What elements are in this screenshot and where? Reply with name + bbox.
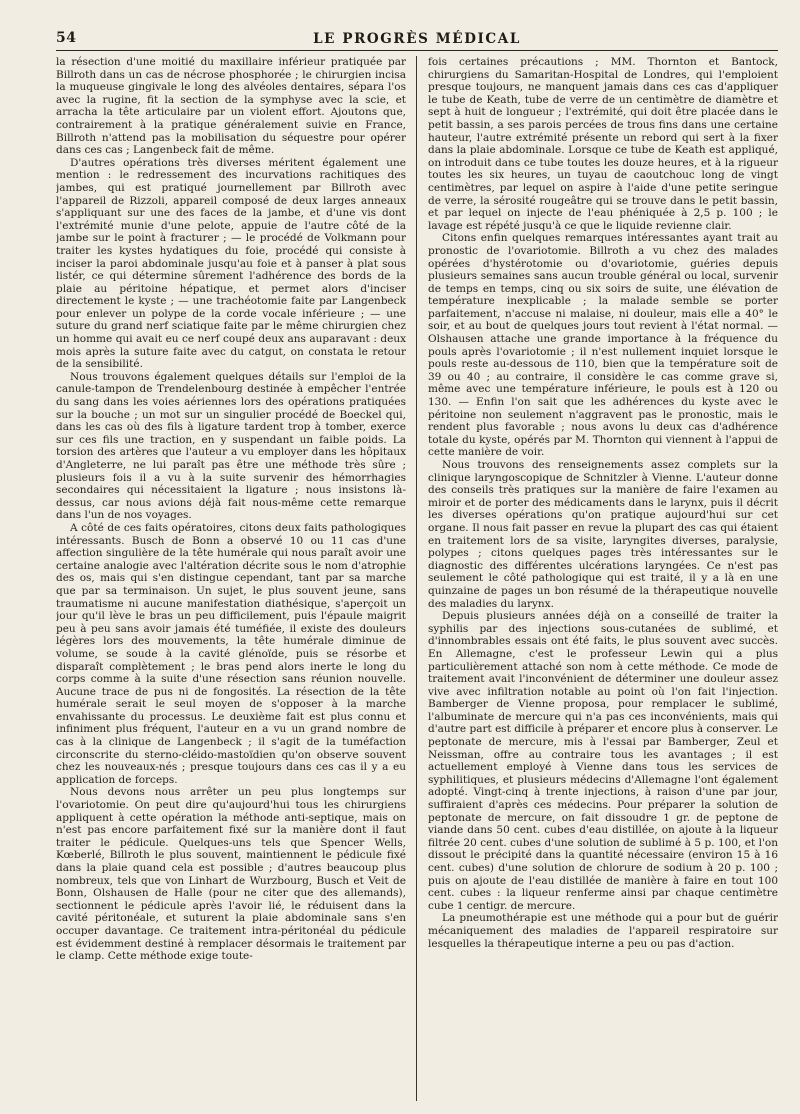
left-column xyxy=(56,56,406,1101)
journal-title: LE PROGRÈS MÉDICAL xyxy=(313,31,521,47)
paragraph: Nous trouvons des renseignements assez complets sur la clinique laryngoscopique de Schnitzler à Vienne. L'auteur donne des conseils très pratiques sur la manière de faire l'examen au miroir et de porter des médicaments dans le larynx, puis il décrit les diverses opérations qu'on pratique aujourd'hui sur cet organe. Il nous fait passer en revue la plupart des cas qui étaient en traitement lors de sa visite, laryngites diverses, paralysie, polypes ; citons quelques pages très intéressantes sur le diagnostic des différentes ulcérations laryngées. Ce n'est pas seulement le côté pathologique qui est traité, il y a là en une quinzaine de pages un bon résumé de la thérapeutique nouvelle des maladies du larynx. xyxy=(428,459,778,610)
paragraph: Depuis plusieurs années déjà on a conseillé de traiter la syphilis par des injections sous-cutanées de sublimé, et d'innombrables essais ont été faits, le plus souvent avec succès. En Allemagne, c'est le professeur Lewin qui a plus particulièrement attaché son nom à cette méthode. Ce mode de traitement avait l'inconvénient de déterminer une douleur assez vive avec infiltration notable au point où l'on fait l'injection. Bamberger de Vienne proposa, pour remplacer le sublimé, l'albuminate de mercure qui n'a pas ces inconvénients, mais qui d'autre part est difficile à préparer et encore plus à conserver. Le peptonate de mercure, mis à l'essai par Bamberger, Zeul et Neissman, offre au contraire tous les avantages ; il est actuellement employé à Vienne dans tous les services de syphilitiques, et plusieurs médecins d'Allemagne l'ont également adopté. Vingt-cinq à trente injections, à raison d'une par jour, suffiraient d'après ces médecins. Pour préparer la solution de peptonate de mercure, on fait dissoudre 1 gr. de peptone de viande dans 50 cent. cubes d'eau distillée, on ajoute à la liqueur filtrée 20 cent. cubes d'une solution de sublimé à 5 p. 100, et l'on dissout le précipité dans la quantité nécessaire (environ 15 à 16 cent. cubes) d'une solution de chlorure de sodium à 20 p. 100 ; puis on ajoute de l'eau distillée de manière à faire en tout 100 cent. cubes : la liqueur renferme ainsi par chaque centimètre cube 1 centigr. de mercure. xyxy=(428,610,778,912)
paragraph: Citons enfin quelques remarques intéressantes ayant trait au pronostic de l'ovariotomie. Billroth a vu chez des malades opérées d'hystérotomie ou d'ovariotomie, guéries depuis plusieurs semaines sans aucun trouble général ou local, survenir de temps en temps, cinq ou six soirs de suite, une élévation de température inexplicable ; la malade semble se porter parfaitement, n'accuse ni malaise, ni douleur, mais elle a 40° le soir, et au bout de quelques jours tout revient à l'état normal. — Olshausen attache une grande importance à la fréquence du pouls après l'ovariotomie ; il n'est nullement inquiet lorsque le pouls reste au-dessous de 110, bien que la température soit de 39 ou 40 ; au contraire, il considère le cas comme grave si, même avec une température inférieure, le pouls est à 120 ou 130. — Enfin l'on sait que les adhérences du kyste avec le péritoine non seulement n'aggravent pas le pronostic, mais le rendent plus favorable ; nous avons lu deux cas d'adhérence totale du kyste, opérés par M. Thornton qui viennent à l'appui de cette manière de voir. xyxy=(428,232,778,459)
paragraph: fois certaines précautions ; MM. Thornton et Bantock, chirurgiens du Samaritan-Hospital de Londres, qui l'emploient presque toujours, ne manquent jamais dans ces cas d'appliquer le tube de Keath, tube de verre de un centimètre de diamètre et sept à huit de longueur ; l'extrémité, qui doit être placée dans le petit bassin, a ses parois percées de trous fins dans une certaine hauteur, l'autre extrémité présente un rebord qui sert à la fixer dans la plaie abdominale. Lorsque ce tube de Keath est appliqué, on introduit dans ce tube toutes les douze heures, et à la rigueur toutes les six heures, un tuyau de caoutchouc long de vingt centimètres, par lequel on aspire à l'aide d'une petite seringue de verre, la sérosité rougeâtre qui se trouve dans le petit bassin, et par lequel on injecte de l'eau phéniquée à 2,5 p. 100 ; le lavage est répété jusqu'à ce que le liquide revienne clair. xyxy=(428,56,778,232)
paragraph: la résection d'une moitié du maxillaire inférieur pratiquée par Billroth dans un cas de nécrose phosphorée ; le chirurgien incisa la muqueuse gingivale le long des alvéoles dentaires, sépara l'os avec la rugine, fit la section de la symphyse avec la scie, et arracha la tête articulaire par un violent effort. Ajoutons que, contrairement à la pratique généralement suivie en France, Billroth n'attend pas la mobilisation du séquestre pour opérer dans ces cas ; Langenbeck fait de même. xyxy=(56,56,406,157)
paragraph: A côté de ces faits opératoires, citons deux faits pathologiques intéressants. Busch de Bonn a observé 10 ou 11 cas d'une affection singulière de la tête humérale qui nous paraît avoir une certaine analogie avec l'altération décrite sous le nom d'atrophie des os, mais qui s'en distingue cependant, tant par sa marche que par sa terminaison. Un sujet, le plus souvent jeune, sans traumatisme ni aucune manifestation diathésique, s'aperçoit un jour qu'il lève le bras un peu difficilement, puis l'épaule maigrit peu à peu sans avoir jamais été tuméfiée, il existe des douleurs légères lors des mouvements, la tête humérale diminue de volume, se soude à la cavité glénoïde, puis se résorbe et disparaît complètement ; le bras pend alors inerte le long du corps comme à la suite d'une résection sans réunion nouvelle. Aucune trace de pus ni de fongosités. La résection de la tête humérale serait le seul moyen de s'opposer à la marche envahissante du processus. Le deuxième fait est plus connu et infiniment plus fréquent, l'auteur en a vu un grand nombre de cas à la clinique de Langenbeck ; il s'agit de la tuméfaction circonscrite du sterno-cléido-mastoïdien qu'on observe souvent chez les nouveaux-nés ; presque toujours dans ces cas il y a eu application de forceps. xyxy=(56,521,406,786)
text-columns xyxy=(56,56,778,1098)
paragraph: Nous devons nous arrêter un peu plus longtemps sur l'ovariotomie. On peut dire qu'aujourd'hui tous les chirurgiens appliquent à cette opération la méthode anti-septique, mais on n'est pas encore parfaitement fixé sur la manière dont il faut traiter le pédicule. Quelques-uns tels que Spencer Wells, Kœberlé, Billroth le plus souvent, maintiennent le pédicule fixé dans la plaie quand cela est possible ; d'autres beaucoup plus nombreux, tels que von Linhart de Wurzbourg, Busch et Veit de Bonn, Olshausen de Halle (pour ne citer que des allemands), sectionnent le pédicule après l'avoir lié, le réduisent dans la cavité péritonéale, et suturent la plaie abdominale sans s'en occuper davantage. Ce traitement intra-péritonéal du pédicule est évidemment destiné à remplacer désormais le traitement par le clamp. Cette méthode exige toute- xyxy=(56,786,406,963)
journal-page xyxy=(56,28,778,1098)
paragraph: La pneumothérapie est une méthode qui a pour but de guérir mécaniquement des maladies de l'appareil respiratoire sur lesquelles la thérapeutique interne a peu ou pas d'action. xyxy=(428,912,778,950)
page-header xyxy=(56,28,778,51)
paragraph: Nous trouvons également quelques détails sur l'emploi de la canule-tampon de Trendelenbourg destinée à empêcher l'entrée du sang dans les voies aériennes lors des opérations pratiquées sur la bouche ; un mot sur un singulier procédé de Boeckel qui, dans les cas où des fils à ligature tardent trop à tomber, exerce sur ces fils une traction, en y suspendant un faible poids. La torsion des artères que l'auteur a vu employer dans les hôpitaux d'Angleterre, ne lui paraît pas être une méthode très sûre ; plusieurs fois il a vu à la suite survenir des hémorrhagies secondaires qui nécessitaient la ligature ; nous insistons là-dessus, car nous avions déjà fait nous-même cette remarque dans l'un de nos voyages. xyxy=(56,370,406,522)
paragraph: D'autres opérations très diverses méritent également une mention : le redressement des incurvations rachitiques des jambes, qui est pratiqué journellement par Billroth avec l'appareil de Rizzoli, appareil composé de deux larges anneaux s'appliquant sur une des faces de la jambe, et d'une vis dont l'extrémité munie d'une pelote, appuie de l'autre côté de la jambe sur le point à fracturer ; — le procédé de Volkmann pour traiter les kystes hydatiques du foie, procédé qui consiste à inciser la paroi abdominale jusqu'au foie et à panser à plat sous listér, ce qui détermine sûrement l'adhérence des bords de la plaie au péritoine hépatique, et permet alors d'inciser directement le kyste ; — une trachéotomie faite par Langenbeck pour enlever un polype de la corde vocale inférieure ; — une suture du grand nerf sciatique faite par le même chirurgien chez un homme qui avait eu ce nerf coupé deux ans auparavant : deux mois après la suture faite avec du catgut, on constata le retour de la sensibilité. xyxy=(56,156,406,371)
page-number: 54 xyxy=(56,30,77,46)
right-column xyxy=(428,56,778,1101)
column-divider xyxy=(416,56,417,1101)
